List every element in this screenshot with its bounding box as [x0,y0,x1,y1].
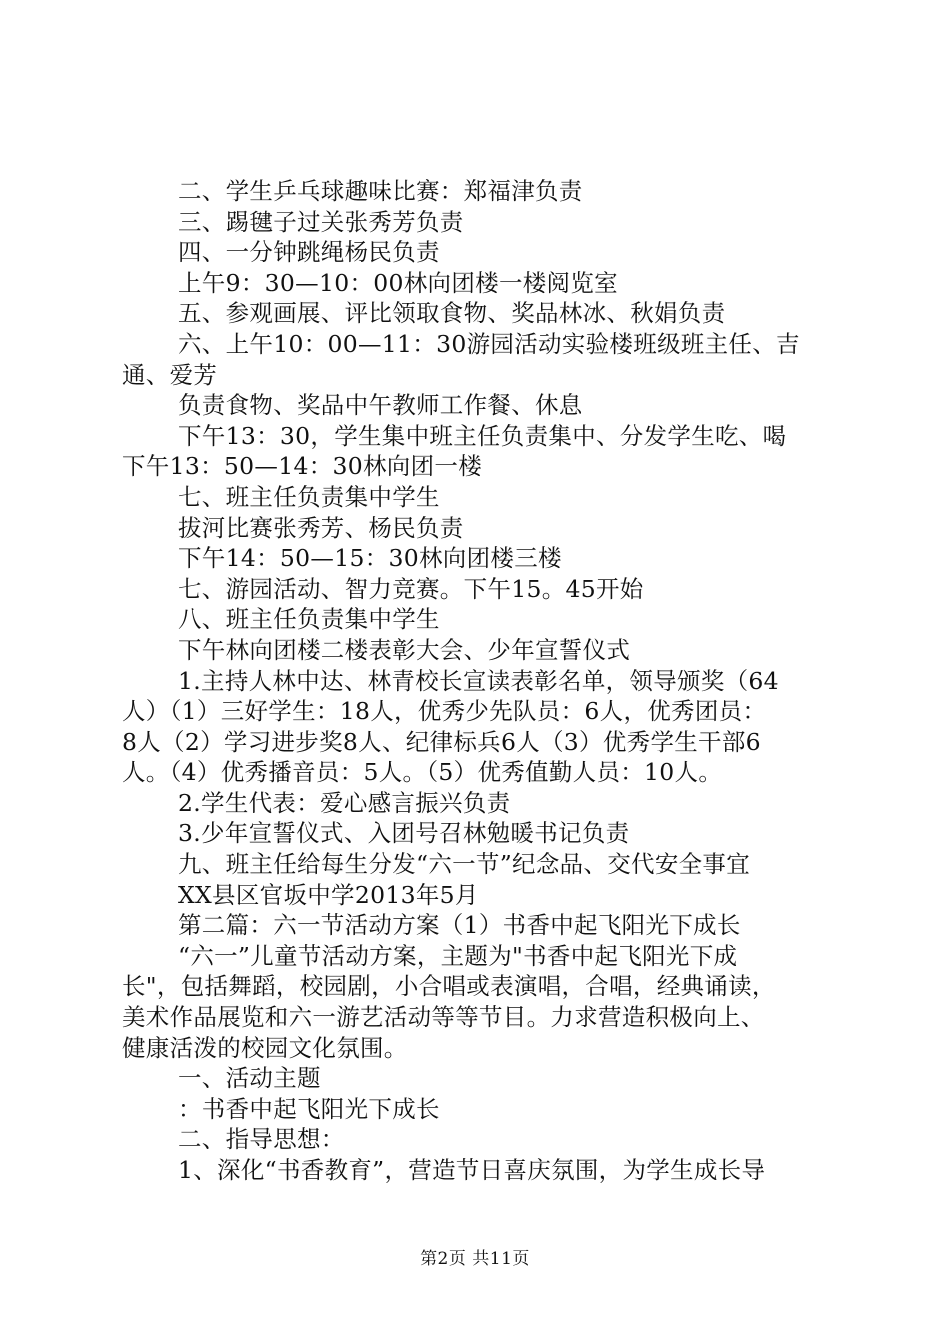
document-line: 五、参观画展、评比领取食物、奖品林冰、秋娟负责 [178,299,726,328]
document-line: 美术作品展览和六一游艺活动等等节目。力求营造积极向上、 [122,1003,765,1032]
document-line: 长"，包括舞蹈，校园剧，小合唱或表演唱，合唱，经典诵读， [122,972,776,1001]
document-line: 负责食物、奖品中午教师工作餐、休息 [178,391,583,420]
document-line: 通、爱芳 [122,360,218,389]
document-line: 人）（1）三好学生：18人，优秀少先队员：6人，优秀团员： [122,697,767,726]
document-line: 下午13：50—14：30林向团一楼 [122,452,483,481]
document-line: 1.主持人林中达、林青校长宣读表彰名单，领导颁奖（64 [178,666,779,695]
document-line: 3.少年宣誓仪式、入团号召林勉暖书记负责 [178,819,630,848]
document-body [122,176,830,1186]
document-line: 下午13：30，学生集中班主任负责集中、分发学生吃、喝 [178,421,787,450]
document-line: “六一”儿童节活动方案，主题为"书香中起飞阳光下成 [178,941,738,970]
document-line: 下午林向团楼二楼表彰大会、少年宣誓仪式 [178,635,631,664]
document-line: 八、班主任负责集中学生 [178,605,440,634]
document-line: 二、学生乒乓球趣味比赛：郑福津负责 [178,177,583,205]
document-line: 上午9：30—10：00林向团楼一楼阅览室 [178,268,618,297]
document-line: 七、游园活动、智力竞赛。下午15。45开始 [178,574,644,603]
document-line: 九、班主任给每生分发“六一节”纪念品、交代安全事宜 [178,850,751,879]
page-number-footer: 第2页 共11页 [420,1249,530,1269]
document-line: 2.学生代表：爱心感言振兴负责 [178,788,511,817]
document-line: ：书香中起飞阳光下成长 [178,1094,440,1123]
document-line: 一、活动主题 [178,1064,321,1093]
document-line: 下午14：50—15：30林向团楼三楼 [178,544,562,573]
document-line: 七、班主任负责集中学生 [178,482,440,511]
document-line: 第二篇：六一节活动方案（1）书香中起飞阳光下成长 [178,911,741,940]
document-line: 拔河比赛张秀芳、杨民负责 [178,513,464,542]
document-line: 四、一分钟跳绳杨民负责 [178,238,440,267]
document-line: XX县区官坂中学2013年5月 [178,880,479,909]
document-line: 六、上午10：00—11：30游园活动实验楼班级班主任、吉 [178,329,800,358]
document-line: 1、深化“书香教育”，营造节日喜庆氛围，为学生成长导 [178,1156,766,1184]
document-line: 二、指导思想： [178,1125,345,1154]
document-line: 8人（2）学习进步奖8人、纪律标兵6人（3）优秀学生干部6 [122,727,761,756]
document-line: 人。（4）优秀播音员：5人。（5）优秀值勤人员：10人。 [122,758,723,787]
document-line: 三、踢毽子过关张秀芳负责 [178,207,464,236]
document-line: 健康活泼的校园文化氛围。 [122,1033,408,1062]
